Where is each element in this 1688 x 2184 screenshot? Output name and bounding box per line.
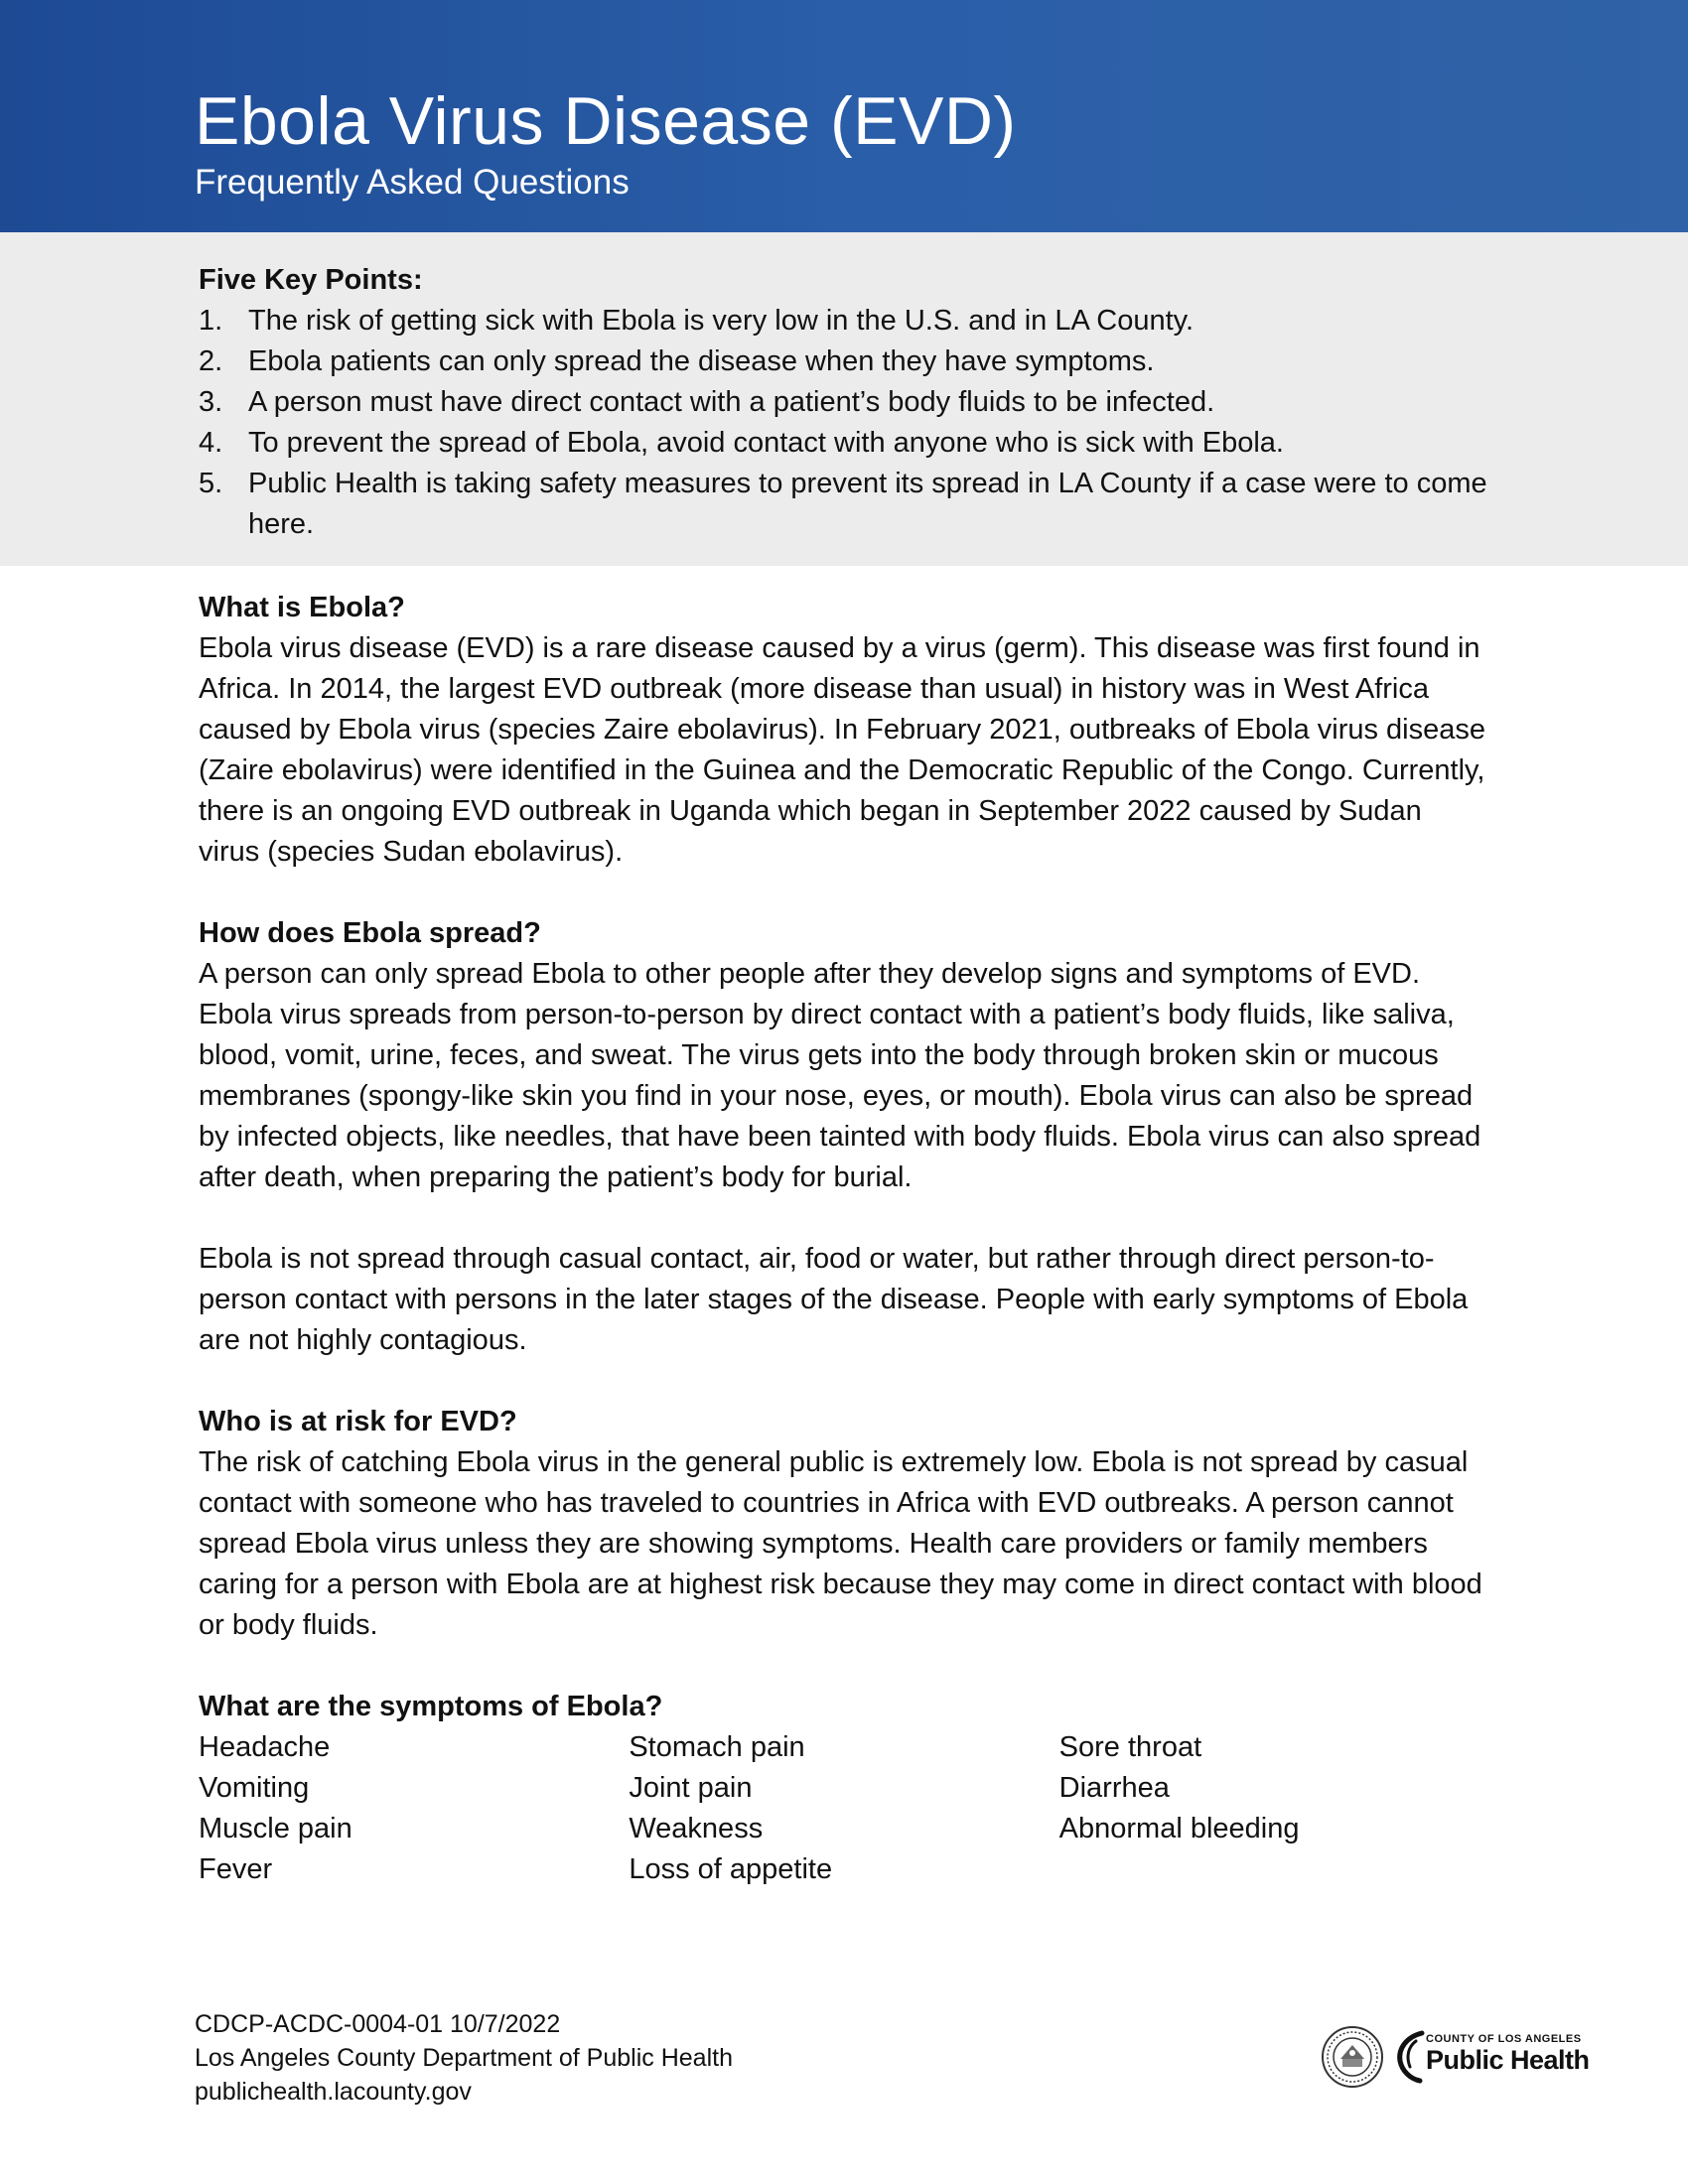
section-title-risk: Who is at risk for EVD?	[199, 1406, 517, 1437]
key-points-list	[199, 301, 1489, 545]
county-seal-icon	[1321, 2025, 1384, 2089]
public-health-logo	[1321, 2023, 1590, 2091]
symptom-item: Stomach pain	[629, 1731, 805, 1763]
section-title-spread: How does Ebola spread?	[199, 917, 541, 949]
footer-doc-id: CDCP-ACDC-0004-01 10/7/2022	[195, 2010, 561, 2038]
key-points-box	[0, 232, 1688, 566]
footer-url[interactable]: publichealth.lacounty.gov	[195, 2078, 472, 2106]
section-title-what: What is Ebola?	[199, 592, 405, 623]
header-banner	[0, 0, 1688, 232]
page-title: Ebola Virus Disease (EVD)	[195, 83, 1017, 159]
symptoms-column-2	[629, 1727, 1058, 1890]
symptom-item: Loss of appetite	[629, 1853, 833, 1885]
symptom-item: Sore throat	[1058, 1731, 1202, 1763]
section-text-spread-1: A person can only spread Ebola to other people after they develop signs and symptoms of EVD. Ebola virus spreads from person-to-person by direct contact with a patient’s body fluids, like saliva, blood, vomit, urine, feces, and sweat. The virus gets into the body through broken skin or mucous membranes (spongy-like skin you find in your nose, eyes, or mouth). Ebola virus can also be spread by infected objects, like needles, that have been tainted with body fluids. Ebola virus can also spread after death, when preparing the patient’s body for burial.	[199, 958, 1481, 1193]
symptom-item: Headache	[199, 1731, 331, 1763]
section-title-symptoms: What are the symptoms of Ebola?	[199, 1691, 663, 1722]
symptom-item: Fever	[199, 1853, 273, 1885]
key-points-title: Five Key Points:	[199, 264, 423, 296]
page-subtitle: Frequently Asked Questions	[195, 163, 630, 202]
symptoms-column-1	[199, 1727, 629, 1890]
section-text-what: Ebola virus disease (EVD) is a rare disease caused by a virus (germ). This disease was first found in Africa. In 2014, the largest EVD outbreak (more disease than usual) in history was in West Africa caused by Ebola virus (species Zaire ebolavirus). In February 2021, outbreaks of Ebola virus disease (Zaire ebolavirus) were identified in the Guinea and the Democratic Republic of the Congo. Currently, there is an ongoing EVD outbreak in Uganda which began in September 2022 caused by Sudan virus (species Sudan ebolavirus).	[199, 632, 1485, 868]
key-point-item: 3. A person must have direct contact with a patient’s body fluids to be infected.	[199, 386, 1215, 418]
footer	[195, 2007, 890, 2109]
logo-public-health-text: Public Health	[1426, 2045, 1590, 2075]
key-point-item: 5. Public Health is taking safety measures to prevent its spread in LA County if a case were to come here.	[199, 468, 1487, 540]
symptoms-column-3	[1059, 1727, 1489, 1890]
main-content	[199, 588, 1489, 1890]
symptom-item: Weakness	[629, 1813, 764, 1844]
symptom-item: Vomiting	[199, 1772, 310, 1804]
symptom-item: Joint pain	[629, 1772, 753, 1804]
symptom-item: Diarrhea	[1058, 1772, 1170, 1804]
key-point-item: 2. Ebola patients can only spread the disease when they have symptoms.	[199, 345, 1155, 377]
symptoms-list	[199, 1727, 1489, 1890]
logo-county-text: COUNTY OF LOS ANGELES	[1426, 2033, 1582, 2045]
footer-dept: Los Angeles County Department of Public Health	[195, 2044, 733, 2072]
symptom-item: Abnormal bleeding	[1058, 1813, 1300, 1844]
section-text-risk: The risk of catching Ebola virus in the general public is extremely low. Ebola is not spread by casual contact with someone who has traveled to countries in Africa with EVD outbreaks. A person cannot spread Ebola virus unless they are showing symptoms. Health care providers or family members caring for a person with Ebola are at highest risk because they may come in direct contact with blood or body fluids.	[199, 1446, 1482, 1641]
key-point-item: 4. To prevent the spread of Ebola, avoid contact with anyone who is sick with Ebola.	[199, 427, 1284, 459]
symptom-item: Muscle pain	[199, 1813, 352, 1844]
section-text-spread-2: Ebola is not spread through casual contact, air, food or water, but rather through direct person-to-person contact with persons in the later stages of the disease. People with early symptoms of Ebola are not highly contagious.	[199, 1243, 1469, 1356]
key-point-item: 1. The risk of getting sick with Ebola is very low in the U.S. and in LA County.	[199, 305, 1195, 337]
